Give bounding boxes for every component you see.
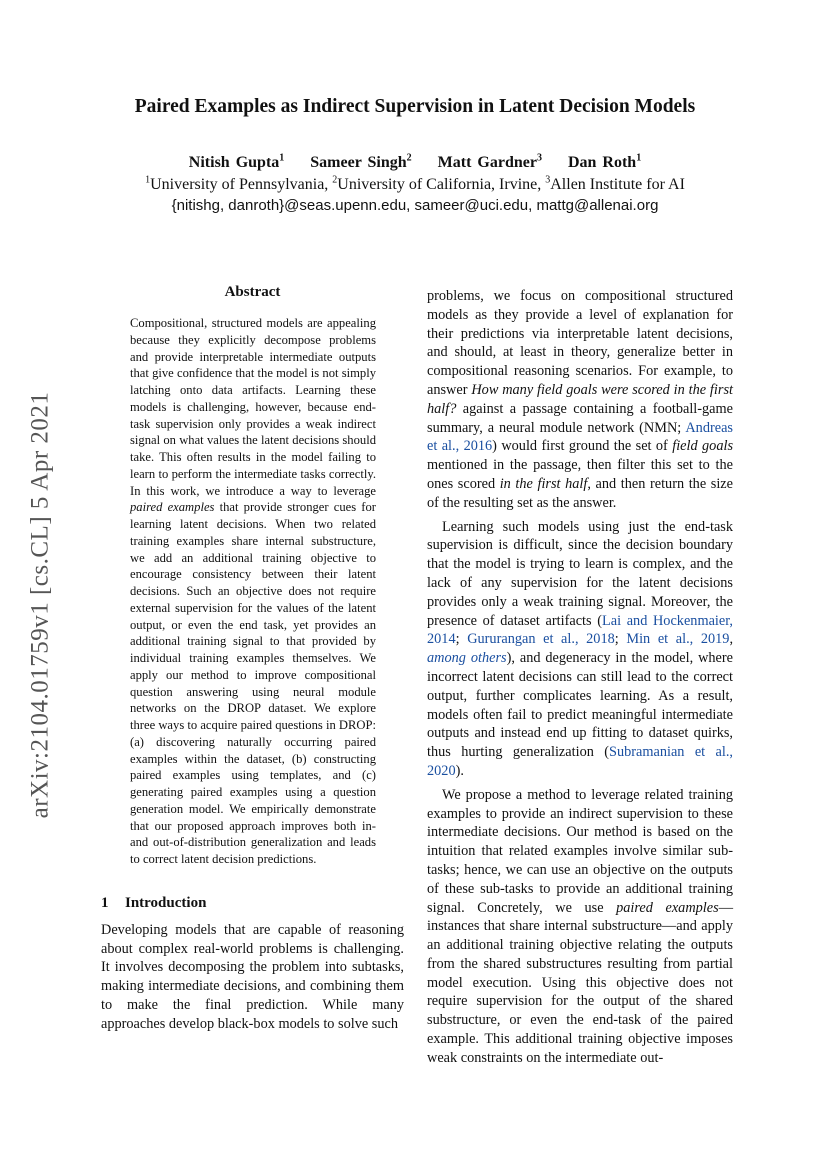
- author: [189, 154, 284, 171]
- text-segment: against a passage containing a football-game summary, a neural module network (NMN;: [427, 400, 733, 436]
- text-segment: ;: [455, 631, 468, 648]
- emphasis: in the first half: [499, 475, 588, 492]
- author-emails: {nitishg, danroth}@seas.upenn.edu, sameer@uci.edu, mattg@allenai.org: [171, 197, 659, 214]
- section-heading-introduction: [101, 895, 404, 912]
- author-name: Sameer Singh: [310, 154, 407, 171]
- affiliation: University of Pennsylvania,: [150, 176, 333, 193]
- arxiv-identifier[interactable]: arXiv:2104.01759v1 [cs.CL] 5 Apr 2021: [26, 391, 54, 819]
- text-segment: Learning such models using just the end-task supervision is difficult, since the decision boundary that the model is trying to learn is complex, and the lack of any supervision for the latent decisions provides only a weak training signal. Moreover, the presence of dataset artifacts (: [427, 518, 733, 629]
- author: [310, 154, 411, 171]
- body-paragraph: [427, 518, 733, 781]
- citation-link[interactable]: Subramanian et al., 2020: [427, 744, 733, 779]
- author-name: Dan Roth: [567, 154, 637, 171]
- section-number: 1: [101, 894, 109, 911]
- affil-mark: 1: [145, 174, 151, 186]
- emphasis: paired examples: [616, 899, 719, 916]
- author: [438, 154, 542, 171]
- text-segment: mentioned in the passage, then filter this set to the ones scored: [427, 457, 733, 492]
- text-segment: ,: [729, 631, 734, 648]
- author-affil-mark: 3: [536, 152, 542, 164]
- paper-title: Paired Examples as Indirect Supervision in Latent Decision Models: [134, 96, 696, 117]
- abstract-heading: Abstract: [224, 284, 281, 300]
- text-segment: ), and degeneracy in the model, where incorrect latent decisions can still lead to the correct output, further complicates learning. As a result, models often fail to predict meaningful intermediate outputs and instead end up fitting to dataset quirks, thus hurting generalization (: [427, 650, 733, 761]
- affiliation: Allen Institute for AI: [550, 176, 685, 193]
- intro-paragraph: Developing models that are capable of reasoning about complex real-world problems is challenging. It involves decomposing the problem into subtasks, making intermediate decisions, and combining them to make the final prediction. While many approaches develop black-box models to solve such: [101, 921, 404, 1032]
- body-paragraph: [427, 287, 733, 513]
- affil-mark: 2: [332, 174, 338, 186]
- text-segment: —instances that share internal substructure—and apply an additional training objective relating the outputs from the shared substructures resulting from partial model execution. Using this objective does not require supervision for the output of the shared substructure, or even the end-task of the paired example. This additional training objective imposes weak constraints on the intermediate out-: [427, 899, 733, 1066]
- text-segment: ) would first ground the set of: [492, 438, 673, 455]
- example-question: How many field goals were scored in the first half?: [427, 381, 733, 417]
- text-segment: , and then return the size of the resulting set as the answer.: [427, 475, 733, 511]
- affil-mark: 3: [545, 174, 551, 186]
- author-affil-mark: 1: [636, 152, 642, 164]
- emphasis: field goals: [672, 438, 734, 455]
- author-name: Nitish Gupta: [188, 154, 280, 171]
- arxiv-sidebar-stamp: [18, 365, 62, 845]
- text-segment: We propose a method to leverage related training examples to provide an indirect supervision to these intermediate decisions. Our method is based on the intuition that related examples involve similar sub-tasks; hence, we can use an objective on the outputs of these sub-tasks to provide an additional training signal. Concretely, we use: [427, 786, 733, 916]
- author-affil-mark: 2: [406, 152, 412, 164]
- text-segment: problems, we focus on compositional structured models as they provide a level of explanation for their predictions via interpretable latent decisions, and should, at least in theory, generalize better in compositional reasoning scenarios. For example, to answer: [427, 288, 733, 398]
- citation-link[interactable]: Gururangan et al., 2018: [467, 631, 615, 648]
- right-column: [427, 287, 733, 1068]
- author-list: [60, 154, 770, 172]
- author: [568, 154, 641, 171]
- abstract-emphasis: paired examples: [130, 500, 215, 515]
- abstract-text: [130, 315, 376, 868]
- citation-link[interactable]: Andreas et al., 2016: [427, 419, 733, 455]
- text-segment: ).: [455, 762, 464, 779]
- author-name: Matt Gardner: [437, 154, 537, 171]
- body-paragraph: [427, 786, 733, 1068]
- left-column: [101, 284, 404, 1034]
- section-title: Introduction: [125, 894, 207, 911]
- text-segment: ;: [614, 631, 627, 648]
- citation-emphasis: among others: [427, 650, 507, 667]
- abstract-segment: that provide stronger cues for learning latent decisions. When two related training examples share internal substructure, we add an additional training objective to encourage consistency between their latent decisions. Such an objective does not require external supervision for the values of the latent output, or even the end task, yet provides an additional training signal to that provided by individual training examples themselves. We apply our method to improve compositional question answering using neural module networks on the DROP dataset. We explore three ways to acquire paired questions in DROP: (a) discovering naturally occurring paired examples within the dataset, (b) constructing paired examples using templates, and (c) generating paired examples using a question generation model. We empirically demonstrate that our proposed approach improves both in- and out-of-distribution generalization and leads to correct latent decision predictions.: [130, 500, 376, 866]
- affiliation: University of California, Irvine,: [337, 176, 546, 193]
- affiliations: [60, 176, 770, 194]
- abstract-segment: Compositional, structured models are appealing because they explicitly decompose problems and provide interpretable intermediate outputs that give confidence that the model is not simply latching onto data artifacts. Learning these models is challenging, however, because end-task supervision only provides a weak indirect signal on what values the latent decisions should take. This often results in the model failing to learn to perform the intermediate tasks correctly. In this work, we introduce a way to leverage: [130, 316, 376, 498]
- author-affil-mark: 1: [279, 152, 285, 164]
- citation-link[interactable]: Min et al., 2019: [626, 631, 730, 648]
- citation-link[interactable]: Lai and Hockenmaier, 2014: [427, 612, 733, 648]
